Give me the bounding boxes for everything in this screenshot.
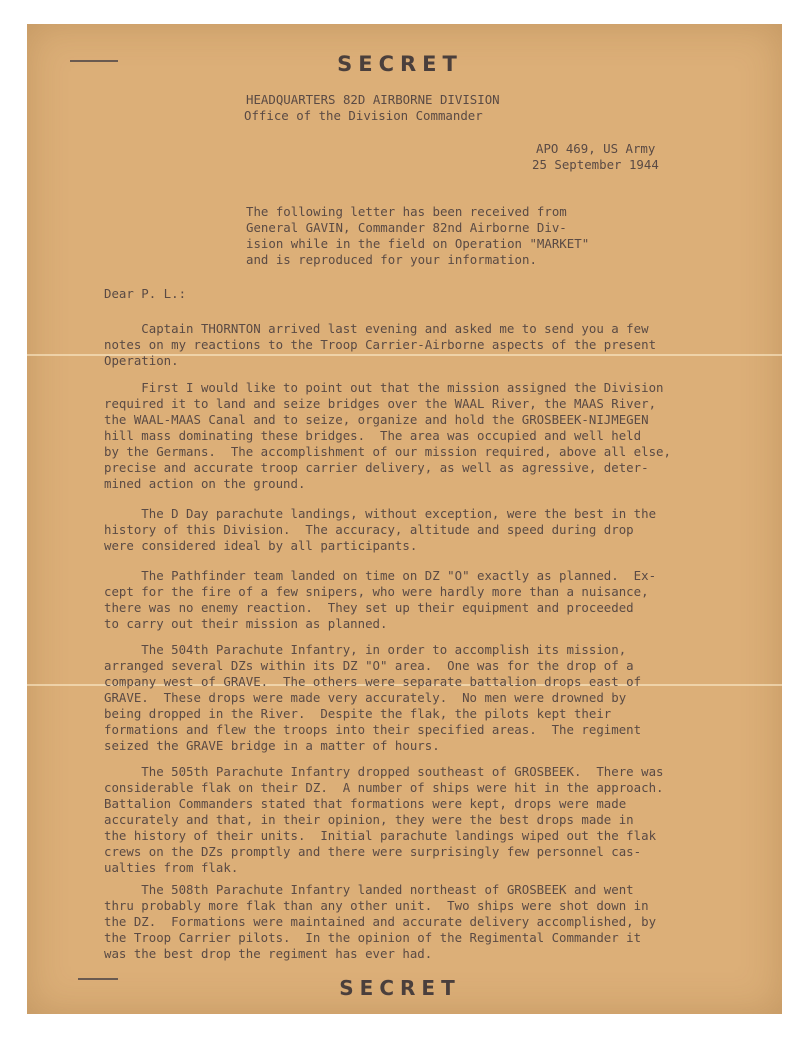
date-line: 25 September 1944	[532, 157, 659, 172]
paragraph-line: The 505th Parachute Infantry dropped southeast of GROSBEEK. There was	[104, 764, 664, 779]
paragraph-line: the history of their units. Initial parachute landings wiped out the flak	[104, 828, 657, 843]
office-heading: Office of the Division Commander	[244, 108, 483, 123]
unit-heading: HEADQUARTERS 82D AIRBORNE DIVISION	[246, 92, 500, 107]
paragraph-line: the DZ. Formations were maintained and accurate delivery accomplished, by	[104, 914, 657, 929]
paragraph-line: hill mass dominating these bridges. The area was occupied and well held	[104, 428, 642, 443]
paragraph-line: accurately and that, in their opinion, they were the best drops made in	[104, 812, 634, 827]
paragraph-line: ualties from flak.	[104, 860, 239, 875]
paragraph-line: considerable flak on their DZ. A number of ships were hit in the approach.	[104, 780, 664, 795]
paragraph-line: mined action on the ground.	[104, 476, 306, 491]
paragraph-line: Operation.	[104, 353, 179, 368]
classification-marking-top: SECRET	[337, 52, 463, 76]
paragraph-line: seized the GRAVE bridge in a matter of hours.	[104, 738, 440, 753]
salutation: Dear P. L.:	[104, 286, 187, 301]
preface-line: ision while in the field on Operation "MARKET"	[246, 236, 590, 251]
paragraph-line: First I would like to point out that the mission assigned the Division	[104, 380, 664, 395]
preface-line: and is reproduced for your information.	[246, 252, 537, 267]
paragraph-line: notes on my reactions to the Troop Carrier-Airborne aspects of the present	[104, 337, 657, 352]
paragraph-line: precise and accurate troop carrier delivery, as well as agressive, deter-	[104, 460, 649, 475]
paragraph-line: being dropped in the River. Despite the flak, the pilots kept their	[104, 706, 612, 721]
paragraph-line: The Pathfinder team landed on time on DZ "O" exactly as planned. Ex-	[104, 568, 657, 583]
paragraph-line: were considered ideal by all participants.	[104, 538, 418, 553]
paragraph-line: history of this Division. The accuracy, altitude and speed during drop	[104, 522, 634, 537]
paragraph-line: The 504th Parachute Infantry, in order to accomplish its mission,	[104, 642, 627, 657]
classification-marking-bottom: SECRET	[339, 976, 461, 1000]
paragraph-line: thru probably more flak than any other unit. Two ships were shot down in	[104, 898, 649, 913]
preface-line: The following letter has been received from	[246, 204, 567, 219]
paragraph-line: to carry out their mission as planned.	[104, 616, 388, 631]
paragraph-line: GRAVE. These drops were made very accurately. No men were drowned by	[104, 690, 627, 705]
paragraph-line: The 508th Parachute Infantry landed northeast of GROSBEEK and went	[104, 882, 634, 897]
paragraph-line: formations and flew the troops into their specified areas. The regiment	[104, 722, 642, 737]
paragraph-line: The D Day parachute landings, without exception, were the best in the	[104, 506, 657, 521]
paragraph-line: required it to land and seize bridges over the WAAL River, the MAAS River,	[104, 396, 657, 411]
paragraph-line: the Troop Carrier pilots. In the opinion of the Regimental Commander it	[104, 930, 642, 945]
paragraph-line: arranged several DZs within its DZ "O" area. One was for the drop of a	[104, 658, 634, 673]
paragraph-line: crews on the DZs promptly and there were surprisingly few personnel cas-	[104, 844, 642, 859]
apo-line: APO 469, US Army	[536, 141, 656, 156]
paragraph-line: Battalion Commanders stated that formations were kept, drops were made	[104, 796, 627, 811]
paragraph-line: Captain THORNTON arrived last evening and asked me to send you a few	[104, 321, 649, 336]
preface-line: General GAVIN, Commander 82nd Airborne Div-	[246, 220, 567, 235]
paragraph-line: the WAAL-MAAS Canal and to seize, organize and hold the GROSBEEK-NIJMEGEN	[104, 412, 649, 427]
paragraph-line: was the best drop the regiment has ever had.	[104, 946, 433, 961]
paragraph-line: cept for the fire of a few snipers, who were hardly more than a nuisance,	[104, 584, 649, 599]
paragraph-line: by the Germans. The accomplishment of our mission required, above all else,	[104, 444, 671, 459]
paragraph-line: there was no enemy reaction. They set up their equipment and proceeded	[104, 600, 634, 615]
paragraph-line: company west of GRAVE. The others were separate battalion drops east of	[104, 674, 642, 689]
